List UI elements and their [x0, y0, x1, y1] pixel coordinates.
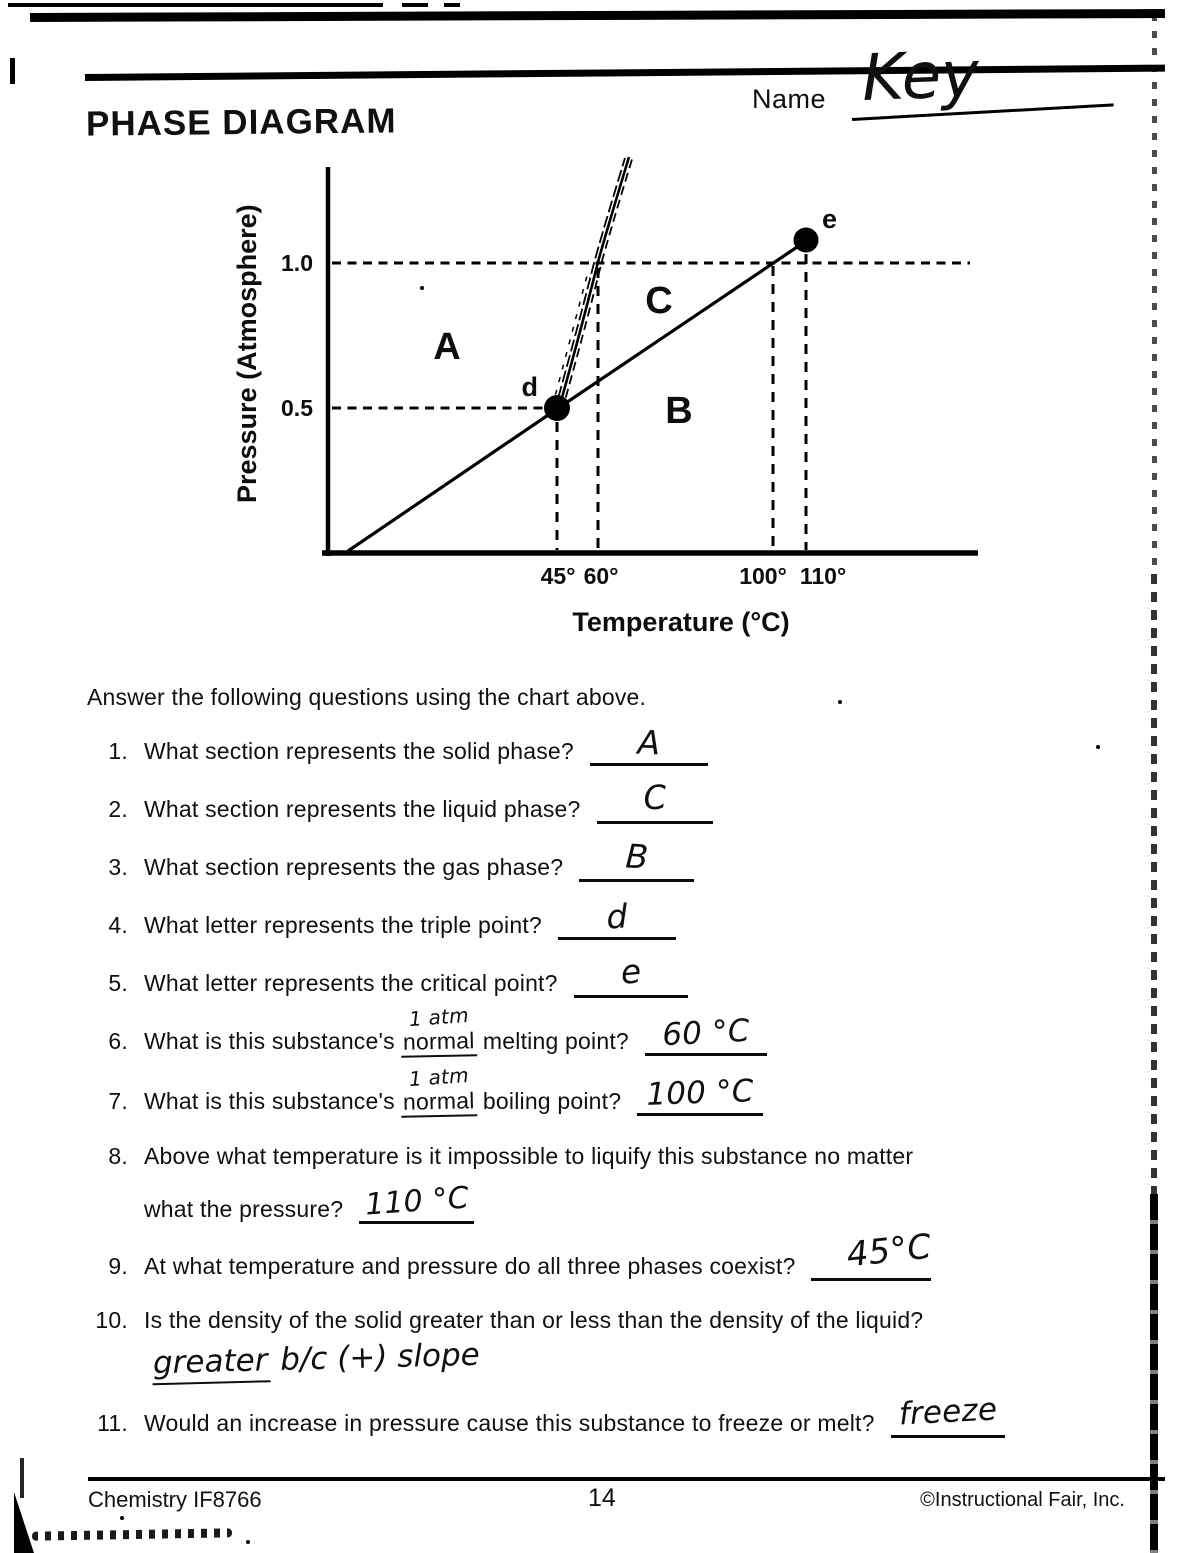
melting-curve: [552, 156, 633, 413]
handwritten-answer: 60 °C: [661, 1012, 751, 1054]
scan-right-edge-noise-mid: [1151, 574, 1157, 1194]
handwritten-answer: 45°C: [845, 1226, 934, 1276]
question-11: [88, 1391, 1005, 1438]
question-number: 1.: [108, 738, 128, 764]
question-number: 7.: [108, 1088, 128, 1114]
question-8-line1: [88, 1143, 919, 1170]
footer-publication: Chemistry IF8766: [88, 1487, 262, 1512]
handwritten-answer: d: [605, 896, 629, 937]
question-5: [88, 951, 688, 998]
critical-point-label: e: [822, 204, 838, 234]
question-text-before: What is this substance's: [144, 1028, 395, 1054]
question-number: 10.: [95, 1307, 128, 1333]
critical-point-dot: [794, 228, 819, 253]
question-number: 2.: [108, 796, 128, 822]
answer-blank: [579, 836, 694, 882]
scan-top-bar: [30, 9, 1165, 22]
question-4: [88, 896, 676, 940]
answer-blank: [891, 1391, 1005, 1438]
vaporization-curve: [348, 241, 806, 551]
handwritten-answer-rest: b/c (+) slope: [279, 1336, 481, 1378]
x-tick-60: 60°: [583, 563, 619, 589]
question-text: what the pressure?: [144, 1196, 344, 1222]
page-title: PHASE DIAGRAM: [85, 101, 397, 144]
answer-blank: [590, 722, 708, 766]
handwritten-answer-underlined: greater: [152, 1342, 271, 1385]
header-rule: [85, 65, 1165, 81]
answer-blank: [558, 896, 676, 940]
underlined-word: normal: [401, 1027, 477, 1058]
question-text: At what temperature and pressure do all three phases coexist?: [144, 1253, 796, 1279]
answer-blank: [359, 1180, 474, 1224]
handwritten-answer: B: [624, 836, 650, 877]
scan-bottom-speckle-strip: [32, 1528, 232, 1540]
scan-top-edge-thin: [8, 3, 383, 7]
region-a-label: A: [433, 326, 461, 368]
answer-blank: [811, 1226, 934, 1281]
question-number: 5.: [108, 970, 128, 996]
scan-right-edge-noise-top: [1152, 14, 1157, 574]
handwritten-answer: 100 °C: [645, 1073, 755, 1113]
y-tick-0.5: 0.5: [281, 395, 313, 421]
underlined-word: normal: [401, 1087, 477, 1118]
question-text: What letter represents the triple point?: [144, 912, 542, 938]
question-number: 11.: [97, 1410, 128, 1436]
question-text: Above what temperature is it impossible to liquify this substance no matter: [144, 1143, 914, 1169]
scan-top-edge-dash2: [444, 3, 460, 7]
underlined-word-wrap: [401, 1002, 477, 1057]
question-9: [88, 1226, 934, 1281]
instructions-text: Answer the following questions using the chart above.: [87, 684, 647, 710]
x-tick-45: 45°: [540, 563, 576, 589]
footer-copyright: ©Instructional Fair, Inc.: [920, 1489, 1125, 1511]
question-3: [88, 836, 694, 882]
question-text: What section represents the solid phase?: [144, 738, 574, 764]
phase-diagram-chart: [190, 150, 1000, 655]
scan-right-edge-noise-bottom: [1150, 1194, 1158, 1553]
question-6: [88, 1002, 767, 1057]
question-text-before: What is this substance's: [144, 1088, 395, 1114]
question-text-after: melting point?: [482, 1028, 629, 1054]
handwritten-annotation: 1 atm: [408, 1002, 470, 1032]
scan-speckle: [420, 286, 424, 290]
y-tick-1.0: 1.0: [281, 250, 313, 276]
question-number: 6.: [108, 1028, 128, 1054]
x-tick-100: 100°: [739, 563, 787, 589]
footer-rule: [88, 1477, 1165, 1481]
handwritten-answer: C: [641, 777, 668, 818]
answer-blank: [574, 951, 688, 998]
handwritten-answer: 110 °C: [363, 1180, 470, 1223]
region-b-label: B: [665, 390, 693, 432]
scan-left-mark: [10, 58, 15, 84]
question-number: 8.: [108, 1143, 128, 1169]
answer-blank: [637, 1073, 763, 1116]
handwritten-answer: freeze: [897, 1391, 998, 1433]
scan-top-edge-dash: [402, 3, 428, 7]
question-10-handwritten-answer: [152, 1337, 481, 1386]
underlined-word-wrap: [401, 1062, 477, 1117]
question-number: 9.: [108, 1253, 128, 1279]
x-axis-label: Temperature (°C): [572, 607, 790, 637]
answer-blank: [645, 1012, 767, 1056]
question-text-after: boiling point?: [482, 1088, 622, 1114]
question-text: What letter represents the critical point?: [144, 970, 558, 996]
question-text: Is the density of the solid greater than or less than the density of the liquid?: [144, 1307, 924, 1333]
scan-speckle: [838, 700, 842, 704]
region-c-label: C: [645, 280, 673, 322]
scan-speckle: [120, 1516, 124, 1520]
scan-speckle: [1096, 745, 1100, 749]
question-10: [88, 1307, 929, 1334]
question-text: What section represents the liquid phase?: [144, 796, 581, 822]
question-2: [88, 777, 713, 824]
footer-page-number: 14: [588, 1484, 616, 1512]
triple-point-dot: [544, 395, 570, 421]
handwritten-answer: e: [618, 951, 643, 992]
y-axis-label: Pressure (Atmosphere): [232, 204, 262, 503]
question-text: Would an increase in pressure cause this substance to freeze or melt?: [144, 1410, 875, 1436]
answer-blank: [597, 777, 713, 824]
question-1: [88, 722, 708, 766]
name-label: Name: [752, 84, 827, 114]
triple-point-label: d: [521, 372, 538, 402]
question-text: What section represents the gas phase?: [144, 854, 564, 880]
handwritten-answer: A: [636, 722, 661, 763]
scan-speckle: [246, 1540, 250, 1544]
question-8-line2: [144, 1180, 474, 1224]
question-number: 3.: [108, 854, 128, 880]
handwritten-annotation: 1 atm: [408, 1062, 470, 1092]
question-7: [88, 1062, 763, 1117]
scan-left-edge-mark: [20, 1458, 24, 1498]
question-number: 4.: [108, 912, 128, 938]
x-tick-110: 110°: [799, 563, 847, 589]
scan-corner-smudge: [14, 1492, 34, 1553]
name-handwritten-value: Key: [860, 37, 981, 117]
